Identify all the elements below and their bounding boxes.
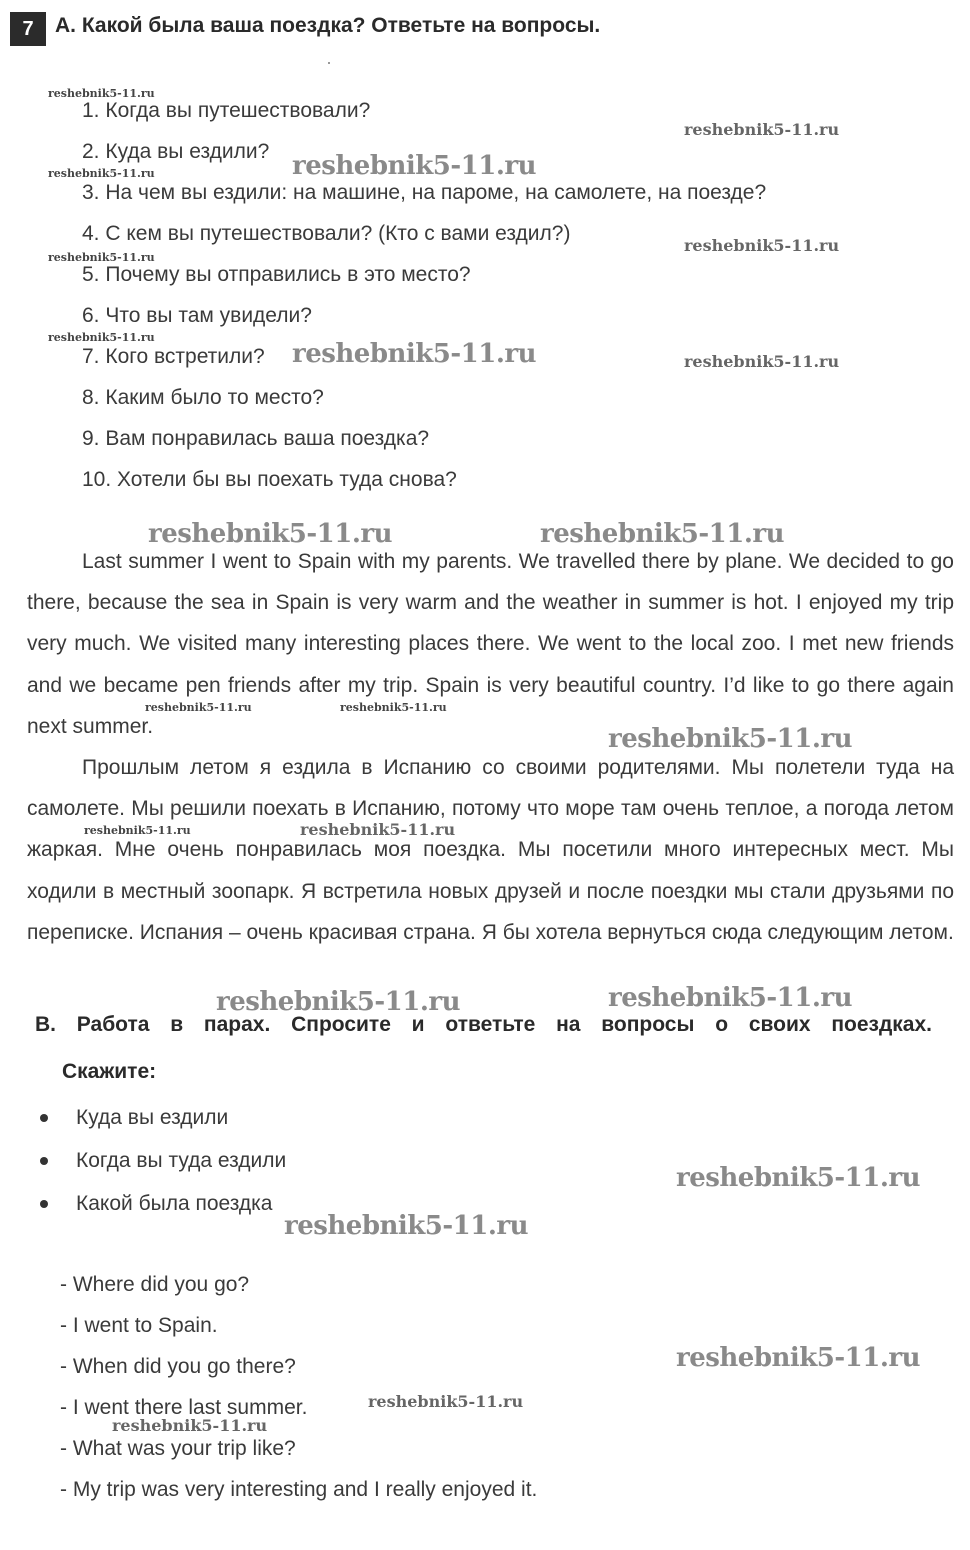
watermark: reshebnik5-11.ru — [684, 236, 840, 255]
bullet-item — [40, 1182, 286, 1225]
stray-dot — [328, 62, 330, 64]
watermark: reshebnik5-11.ru — [684, 352, 840, 371]
watermark: reshebnik5-11.ru — [48, 331, 155, 344]
watermark: reshebnik5-11.ru — [608, 983, 853, 1013]
section-b-heading: B. Работа в парах. Спросите и ответьте на вопросы о своих поездках. — [35, 1013, 932, 1036]
question-item: 10. Хотели бы вы поехать туда снова? — [82, 468, 457, 491]
watermark: reshebnik5-11.ru — [608, 724, 853, 754]
question-item: 1. Когда вы путешествовали? — [82, 99, 371, 122]
question-item: 7. Кого встретили? — [82, 345, 265, 368]
bullet-list — [40, 1096, 286, 1225]
say-label: Скажите: — [62, 1060, 157, 1083]
bullet-text: Какой была поездка — [76, 1192, 273, 1215]
watermark: reshebnik5-11.ru — [48, 87, 155, 100]
bullet-text: Когда вы туда ездили — [76, 1149, 287, 1172]
watermark: reshebnik5-11.ru — [300, 820, 456, 839]
bullet-item — [40, 1096, 286, 1139]
bullet-icon — [40, 1114, 48, 1122]
dialog-line: - Where did you go? — [60, 1273, 250, 1296]
bullet-icon — [40, 1157, 48, 1165]
watermark: reshebnik5-11.ru — [148, 519, 393, 549]
watermark: reshebnik5-11.ru — [676, 1163, 921, 1193]
question-list — [82, 90, 766, 500]
question-item: 2. Куда вы ездили? — [82, 140, 270, 163]
question-item: 9. Вам понравилась ваша поездка? — [82, 427, 430, 450]
question-item: 6. Что вы там увидели? — [82, 304, 312, 327]
watermark: reshebnik5-11.ru — [284, 1211, 529, 1241]
dialog-line: - What was your trip like? — [60, 1437, 296, 1460]
watermark: reshebnik5-11.ru — [292, 339, 537, 369]
watermark: reshebnik5-11.ru — [84, 824, 191, 837]
watermark: reshebnik5-11.ru — [684, 120, 840, 139]
watermark: reshebnik5-11.ru — [368, 1392, 524, 1411]
question-item: 5. Почему вы отправились в это место? — [82, 263, 471, 286]
watermark: reshebnik5-11.ru — [48, 167, 155, 180]
dialog-line: - My trip was very interesting and I really enjoyed it. — [60, 1478, 538, 1501]
watermark: reshebnik5-11.ru — [292, 151, 537, 181]
watermark: reshebnik5-11.ru — [340, 701, 447, 714]
dialog-line: - I went there last summer. — [60, 1396, 308, 1419]
dialog-line: - I went to Spain. — [60, 1314, 218, 1337]
question-item: 8. Каким было то место? — [82, 386, 324, 409]
bullet-text: Куда вы ездили — [76, 1106, 229, 1129]
bullet-icon — [40, 1200, 48, 1208]
watermark: reshebnik5-11.ru — [216, 987, 461, 1017]
watermark: reshebnik5-11.ru — [48, 251, 155, 264]
bullet-item — [40, 1139, 286, 1182]
watermark: reshebnik5-11.ru — [676, 1343, 921, 1373]
dialog-line: - When did you go there? — [60, 1355, 296, 1378]
watermark: reshebnik5-11.ru — [540, 519, 785, 549]
exercise-number-badge: 7 — [10, 12, 46, 46]
section-a-heading: А. Какой была ваша поездка? Ответьте на вопросы. — [55, 14, 601, 37]
dialog-list — [60, 1264, 537, 1510]
russian-translation-paragraph: Прошлым летом я ездила в Испанию со своими родителями. Мы полетели туда на самолете. Мы решили поехать в Испанию, потому что море там очень теплое, а погода летом жаркая. Мне очень понравилась моя поездка. Мы посетили много интересных мест. Мы ходили в местный зоопарк. Я встретила новых друзей и после поездки мы стали друзьями по переписке. Испания – очень красивая страна. Я бы хотела вернуться сюда следующим летом. — [27, 756, 954, 944]
question-item: 3. На чем вы ездили: на машине, на пароме, на самолете, на поезде? — [82, 181, 767, 204]
watermark: reshebnik5-11.ru — [112, 1416, 268, 1435]
watermark: reshebnik5-11.ru — [145, 701, 252, 714]
question-item: 4. С кем вы путешествовали? (Кто с вами ездил?) — [82, 222, 571, 245]
english-answer-paragraph: Last summer I went to Spain with my parents. We travelled there by plane. We decided to go there, because the sea in Spain is very warm and the weather in summer is hot. I enjoyed my trip very much. We visited many interesting places there. We went to the local zoo. I met new friends and we became pen friends after my trip. Spain is very beautiful country. I’d like to go there again next summer. — [27, 550, 954, 738]
